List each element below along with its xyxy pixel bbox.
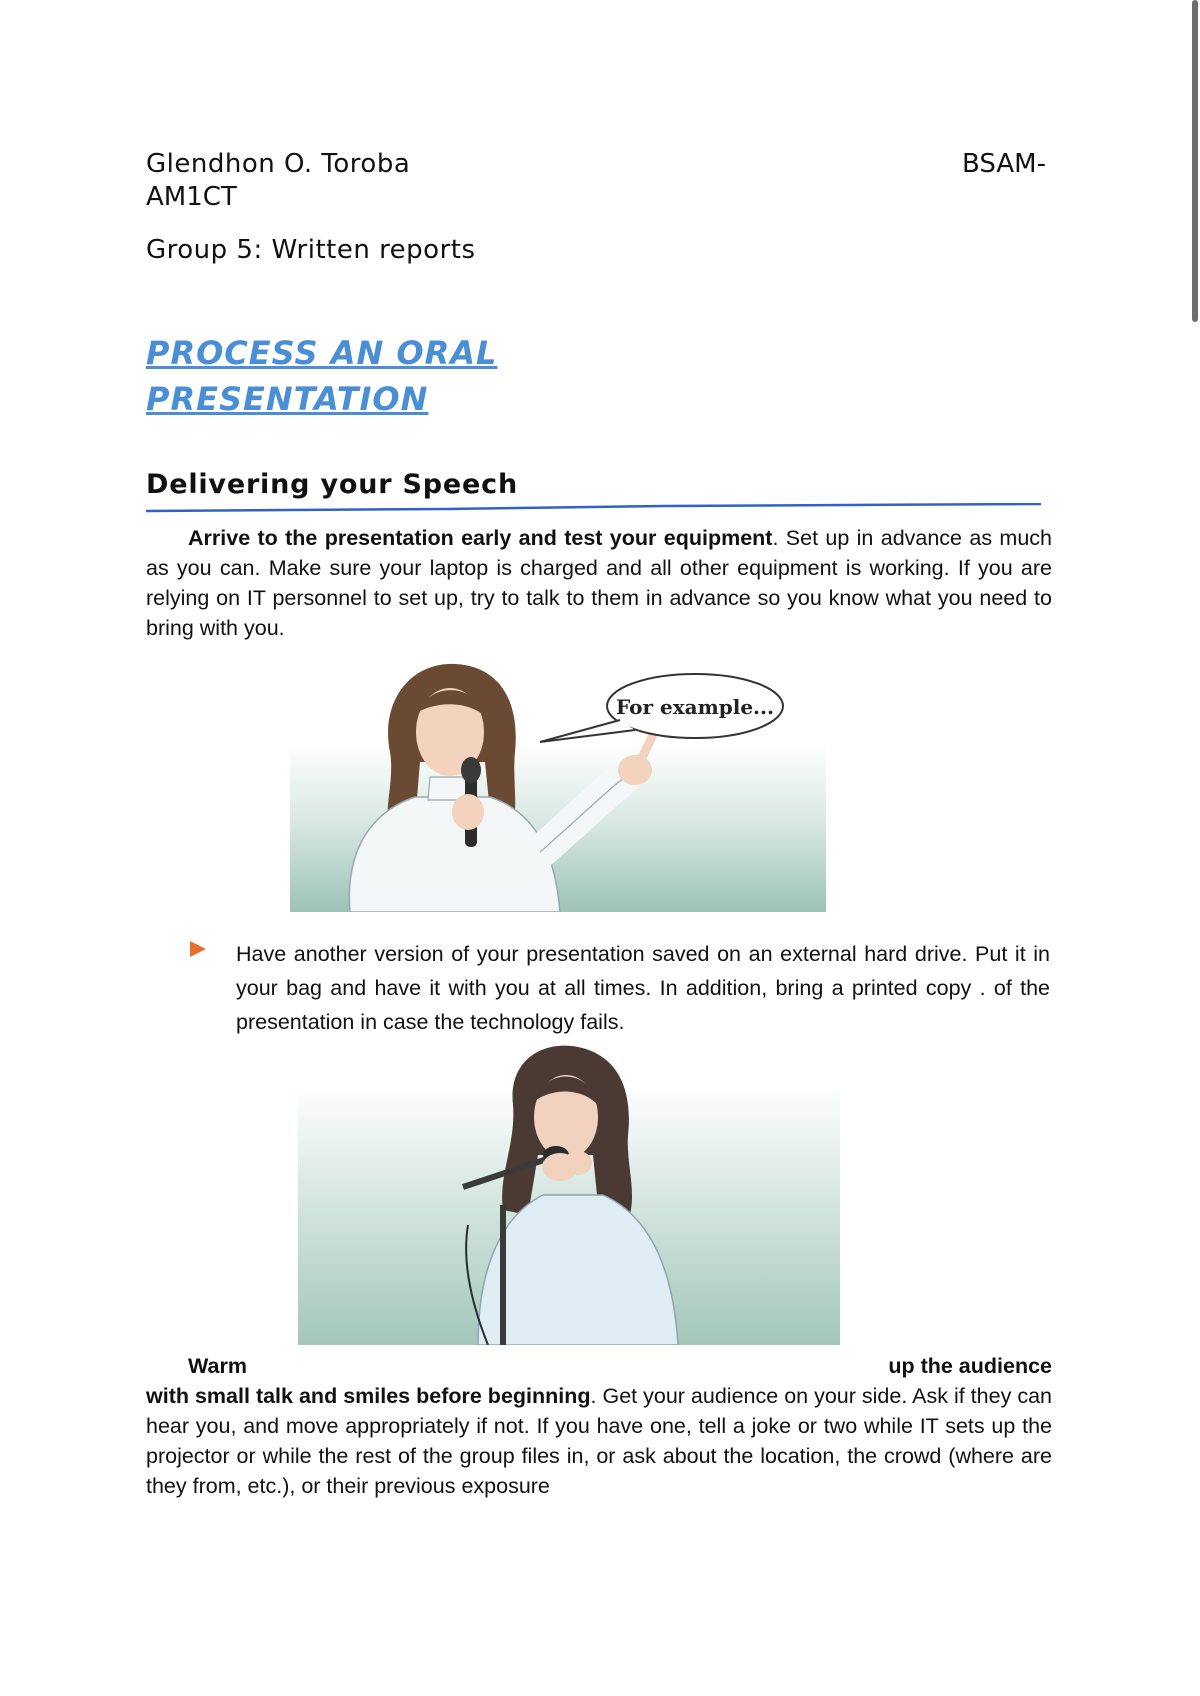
paragraph-lead-bold: Arrive to the presentation early and test your equipment (188, 526, 773, 550)
title-line-1: PROCESS AN ORAL (146, 334, 498, 372)
triangle-bullet-icon (190, 941, 206, 957)
title-line-2: PRESENTATION (146, 380, 429, 418)
speaker-handheld-mic-illustration (290, 662, 826, 912)
warm-up-lead-start: Warm (188, 1354, 247, 1378)
warm-up-lead-line (146, 1351, 1052, 1381)
program-code-part1: BSAM- (962, 149, 1046, 179)
scrollbar-thumb[interactable] (1192, 0, 1198, 322)
section-heading: Delivering your Speech (146, 469, 518, 500)
heading-underline-rule (146, 503, 1041, 513)
warm-up-lead-end: up the audience (888, 1354, 1052, 1378)
warm-up-body (146, 1381, 1052, 1501)
paragraph-arrive-early (146, 523, 1052, 643)
program-code-part2: AM1CT (146, 182, 237, 212)
scrollbar[interactable] (1188, 0, 1200, 330)
bullet-text: Have another version of your presentation saved on an external hard drive. Put it in your bag and have it with you at all times. In addition, bring a printed copy . of the presentation in case the technology fails. (236, 942, 1050, 1034)
group-label: Group 5: Written reports (146, 235, 476, 265)
warm-up-lead-bold: with small talk and smiles before beginning (146, 1384, 591, 1408)
speaker-mic-stand-illustration (298, 1045, 840, 1345)
warm-up-rest: . Get your audience on your side. Ask if they can hear you, and move appropriately if not. If you have one, tell a joke or two while IT sets up the projector or while the rest of the group files in, or ask about the location, the crowd (where are they from, etc.), or their previous exposure (146, 1384, 1052, 1498)
speech-bubble-text: For example... (616, 695, 774, 719)
document-title (146, 330, 497, 422)
paragraph-body: . Set up in advance as much as you can. Make sure your laptop is charged and all other equipment is working. If you are relying on IT personnel to set up, try to talk to them in advance so you know what you need to bring with you. (146, 526, 1052, 640)
author-name: Glendhon O. Toroba (146, 149, 411, 179)
paragraph-warm-up (146, 1351, 1052, 1501)
